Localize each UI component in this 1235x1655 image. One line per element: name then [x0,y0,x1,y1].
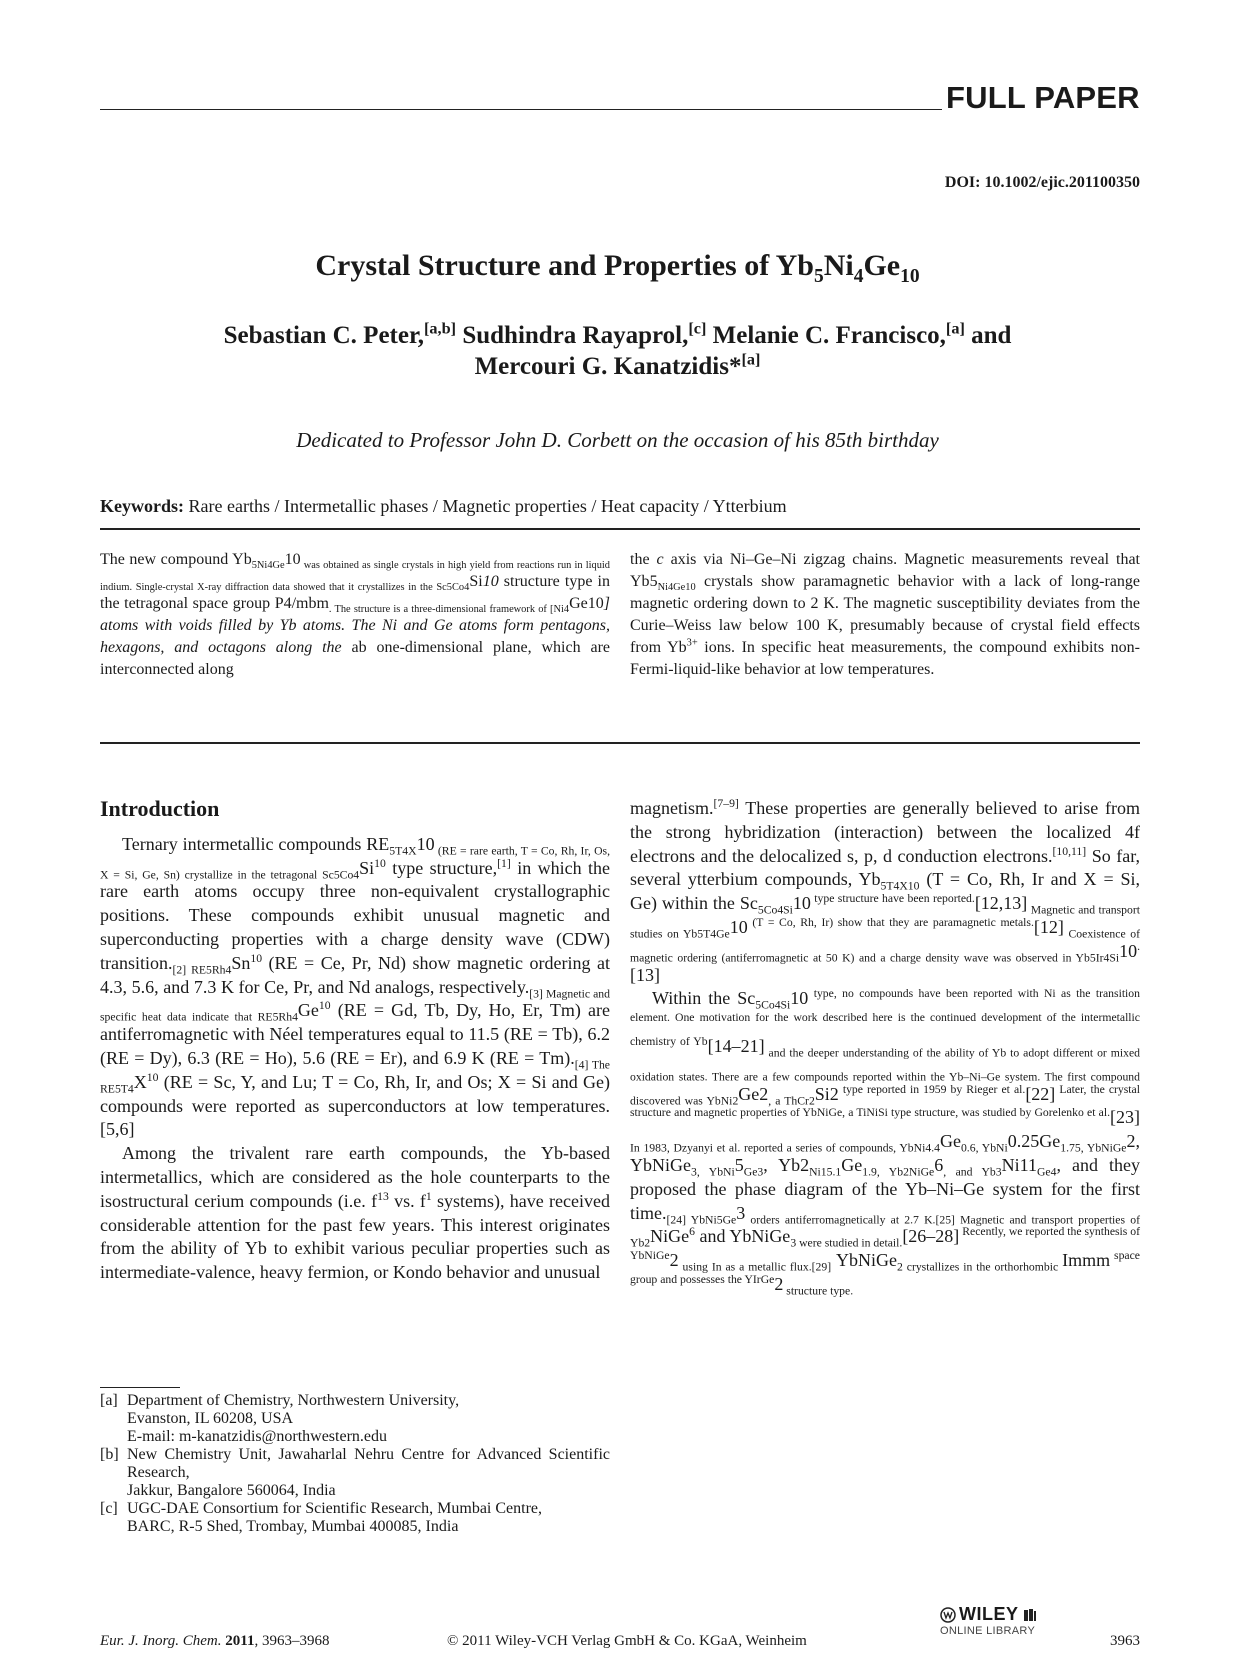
abstract-right: the c axis via Ni–Ge–Ni zigzag chains. Magnetic measurements reveal that $Yb5_{Ni4Ge10}$ crystals show paramagnetic behavior with a lack of long-range magnetic ordering down to 2 K. The magnetic susceptibility deviates from the Curie–Weiss law below 100 K, presumably because of crystal field effects from $Yb^{3+}$ ions. In specific heat measurements, the compound exhibits non-Fermi-liquid-like behavior at low temperatures. [630,551,1141,678]
paragraph: Ternary intermetallic compounds $RE_{5T4X}10$ $_{(RE = rare earth, T = Co, Rh, Ir, Os, X = Si, Ge, Sn) crystallize in the tetragonal Sc5Co4}Si^{10}$ type structure,[1] in which the rare earth atoms occupy three non-equivalent crystallographic positions. These compounds exhibit unusual magnetic and superconducting properties with a charge density wave (CDW) $transition._{[2]}$ $_{RE5Rh4}Sn^{10}$ (RE = Ce, Pr, Nd) show magnetic ordering at 4.3, 5.6, and 7.3 K for Ce, Pr, and Nd analogs, $respectively._{[3]}$ $_{Magnetic and specific heat data indicate that RE5Rh4}Ge^{10}$ (RE = Gd, Tb, Dy, Ho, Er, Tm) are antiferromagnetic with Néel temperatures equal to 11.5 (RE = Tb), 6.2 (RE = Dy), 6.3 (RE = Ho), 5.6 (RE = Er), and 6.9 K $(RE = Tm)._{[4]}$ $_{The RE5T4}X^{10}$ (RE = Sc, Y, and Lu; T = Co, Rh, Ir, and Os; X = Si and Ge) compounds were reported as superconductors at low temperatures.[5,6] [100,833,611,1140]
author-affiliation: [a] [741,350,761,369]
dedication: Dedicated to Professor John D. Corbett on the occasion of his 85th birthday [296,428,939,452]
abstract-left: The new compound $Yb_{5Ni4Ge}10$ $_{was obtained as single crystals in high yield from reactions run in liquid indium. Single-crystal X-ray diffraction data showed that it crystallizes in the Sc5Co4}$Si10 structure type in the tetragonal space group P4/mbm$_{. The structure is a three-dimensional framework of [Ni4}$Ge10] atoms with voids filled by Yb atoms. The Ni and Ge atoms form pentagons, hexagons, and octagons along the ab one-dimensional plane, which are interconnected along [100,551,611,678]
author-affiliation: [a,b] [424,319,457,338]
body-right-column [630,797,1140,1297]
book-icon [1022,1607,1038,1623]
author-list [0,320,1235,382]
abstract-bottom-rule [100,742,1140,744]
wiley-logo: WILEY ONLINE LIBRARY [940,1604,1050,1644]
wiley-emblem-icon [940,1607,956,1623]
copyright: © 2011 Wiley-VCH Verlag GmbH & Co. KGaA, Weinheim [447,1633,807,1649]
page-number: 3963 [1110,1633,1140,1649]
journal-citation: Eur. J. Inorg. Chem. 2011, 3963–3968 [100,1633,330,1649]
abstract-top-rule [100,528,1140,530]
affiliation-footnotes [100,1392,610,1536]
paragraph: magnetism.[7–9] These properties are generally believed to arise from the strong hybridization (interaction) between the localized 4f electrons and the delocalized s, p, d conduction electrons.[10,11] So far, several ytterbium compounds, $Yb_{5T4X10}$ (T = Co, Rh, Ir and X = Si, Ge) within the $Sc_{5Co4Si}10$ $^{type structure have been reported.}$[12,13] $_{Magnetic and transport studies on Yb5T4Ge}$10 $^{(T = Co, Rh, Ir) show that they are paramagnetic metals.}$[12] $_{Coexistence of magnetic ordering (antiferromagnetic at 50 K) and a charge density wave was observed in Yb5Ir4Si}$10.[13] [630,797,1141,985]
section-heading: Introduction [100,796,220,821]
footnote: [b] New Chemistry Unit, Jawaharlal Nehru Centre for Advanced Scientific Research, Jakkur, Bangalore 560064, India [100,1446,610,1499]
author: Sudhindra Rayaprol, [462,322,689,349]
keywords: Keywords: Rare earths / Intermetallic phases / Magnetic properties / Heat capacity / Ytterbium [100,496,787,516]
author: Sebastian C. Peter, [223,322,425,349]
footnote: [a] Department of Chemistry, Northwestern University, Evanston, IL 60208, USA E-mail: m-kanatzidis@northwestern.edu [100,1392,460,1445]
body-left-column [100,797,610,1285]
footnote-rule [100,1387,180,1388]
author-affiliation: [c] [688,319,707,338]
section-label: FULL PAPER [946,80,1140,115]
author-affiliation: [a] [945,319,965,338]
article-title: Crystal Structure and Properties of $Yb_5Ni_4Ge_{10}$ [315,249,920,287]
doi: DOI: 10.1002/ejic.201100350 [944,174,1140,191]
footnote: [c] UGC-DAE Consortium for Scientific Research, Mumbai Centre, BARC, R-5 Shed, Trombay, Mumbai 400085, India [100,1500,543,1535]
author-conjunction: and [971,322,1012,349]
paragraph: Among the trivalent rare earth compounds, the Yb-based intermetallics, which are considered as the hole counterparts to the isostructural cerium compounds (i.e. $f^{13}$ vs. $f^1$ systems), have received considerable attention for the past few years. This interest originates from the ability of Yb to exhibit various peculiar properties such as intermediate-valence, heavy fermion, or Kondo behavior and unusual [100,1143,610,1283]
author: Mercouri G. Kanatzidis* [474,353,742,380]
paragraph: Within the $Sc_{5Co4Si}10$ $^{type, no compounds have been reported with Ni as the transition element. One motivation for the work described here is the continued development of the intermetallic chemistry of Yb}$[14–21] $_{and the deeper understanding of the ability of Yb to adopt different or mixed oxidation states. There are a few compounds reported within the Yb-Ni-Ge system. The first compound discovered was YbNi2}Ge2_{, a ThCr2}Si2$ $^{type reported in 1959 by Rieger et al.}$[22] $^{Later, the crystal structure and magnetic properties of YbNiGe, a TiNiSi type structure, was studied by Gorelenko et al.}$[23] $_{In 1983, Dzyanyi et al. reported a series of compounds, YbNi4.4}Ge_{0.6, YbNi}0.25Ge_{1.75, YbNiGe}2$, $YbNiGe_{3, YbNi}5_{Ge3}$, $Yb2_{Ni15.1}Ge_{1.9, Yb2NiGe}6_{, and Yb3}Ni11_{Ge4}$, and they proposed the phase diagram of the Yb–Ni–Ge system for the first $time._{[24]}$ $_{YbNi5Ge}$3 $_{orders antiferromagnetically at 2.7 K.[25]}$ $_{Magnetic and transport properties of Yb2}$NiGe$^6$ and YbNiGe$_3$ $_{were studied in detail.}$[26–28] $^{Recently, we reported the synthesis of YbNiGe}$2 $_{using In as a metallic flux.[29]}$ YbNiGe$_2$ $_{crystallizes in the orthorhombic}$ Immm $^{space group and possesses the YIrGe}$2 $_{structure type.}$ [630,987,1141,1298]
header-rule [100,109,942,110]
author: Melanie C. Francisco, [712,322,946,349]
